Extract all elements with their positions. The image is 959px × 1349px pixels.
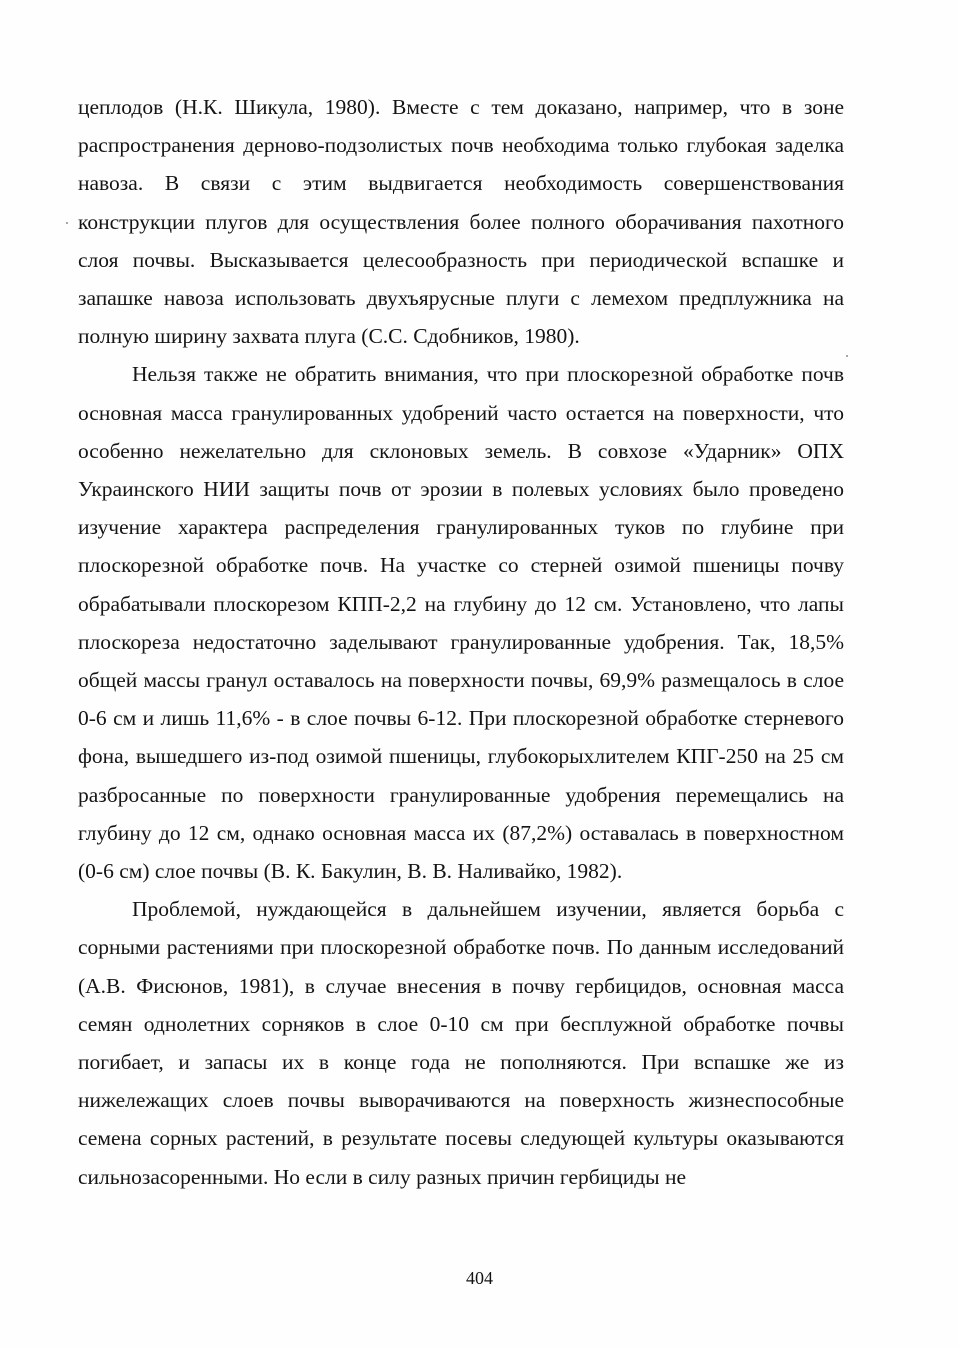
scan-speck — [66, 222, 68, 224]
body-text — [78, 88, 844, 1196]
paragraph-2: Нельзя также не обратить внимания, что при плоскорезной обработке почв основная масса гранулированных удобрений часто остается на поверхности, что особенно нежелательно для склоновых земель. В совхозе «Ударник» ОПХ Украинского НИИ защиты почв от эрозии в полевых условиях было проведено изучение характера распределения гранулированных туков по глубине при плоскорезной обработке почв. На участке со стерней озимой пшеницы почву обрабатывали плоскорезом КПП-2,2 на глубину до 12 см. Установлено, что лапы плоскореза недостаточно заделывают гранулированные удобрения. Так, 18,5% общей массы гранул оставалось на поверхности почвы, 69,9% размещалось в слое 0-6 см и лишь 11,6% - в слое почвы 6-12. При плоскорезной обработке стерневого фона, вышедшего из-под озимой пшеницы, глубокорыхлителем КПГ-250 на 25 см разбросанные по поверхности гранулированные удобрения перемещались на глубину до 12 см, однако основная масса их (87,2%) оставалась в поверхностном (0-6 см) слое почвы (В. К. Бакулин, В. В. Наливайко, 1982). — [78, 362, 844, 884]
paragraph-1: цеплодов (Н.К. Шикула, 1980). Вместе с тем доказано, например, что в зоне распространения дерново-подзолистых почв необходима только глубокая заделка навоза. В связи с этим выдвигается необходимость совершенствования конструкции плугов для осуществления более полного оборачивания пахотного слоя почвы. Высказывается целесообразность при периодической вспашке и запашке навоза использовать двухъярусные плуги с лемехом предплужника на полную ширину захвата плуга (С.С. Сдобников, 1980). — [78, 95, 844, 349]
scan-speck — [846, 355, 848, 357]
page-number: 404 — [466, 1268, 493, 1288]
paragraph-3: Проблемой, нуждающейся в дальнейшем изучении, является борьба с сорными растениями при плоскорезной обработке почв. По данным исследований (А.В. Фисюнов, 1981), в случае внесения в почву гербицидов, основная масса семян однолетних сорняков в слое 0-10 см при бесплужной обработке почвы погибает, и запасы их в конце года не пополняются. При вспашке же из нижележащих слоев почвы выворачиваются на поверхность жизнеспособные семена сорных растений, в результате посевы следующей культуры оказываются сильнозасоренными. Но если в силу разных причин гербициды не — [78, 897, 844, 1189]
